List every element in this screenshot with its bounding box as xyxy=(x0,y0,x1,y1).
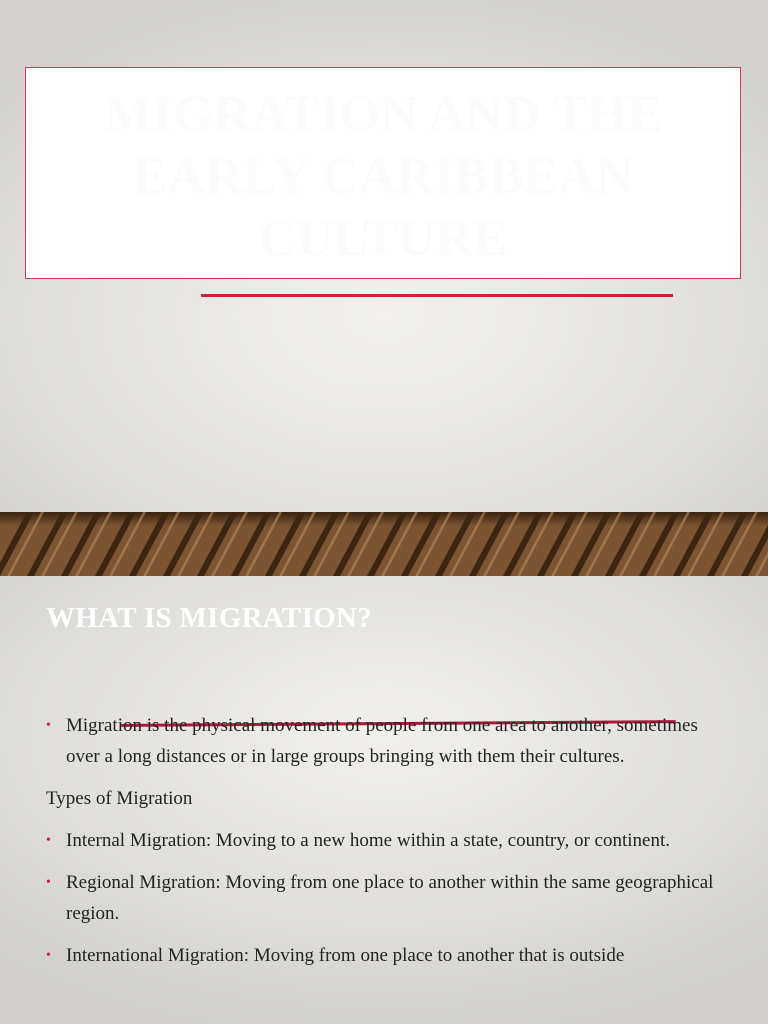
bullet-icon: • xyxy=(46,833,51,848)
bullet-icon: • xyxy=(46,718,51,733)
types-heading: Types of Migration xyxy=(46,788,193,809)
type-text: International Migration: Moving from one place to another that is outside xyxy=(66,945,625,966)
type-text: Internal Migration: Moving to a new home within a state, country, or continent. xyxy=(66,830,670,851)
list-item xyxy=(46,825,736,856)
intro-bullet-text: Migration is the physical movement of people from one area to another, sometimes over a long distances or in large groups bringing with them their cultures. xyxy=(66,715,698,767)
type-text: Regional Migration: Moving from one place to another within the same geographical region. xyxy=(66,872,714,924)
list-item xyxy=(46,940,736,971)
migration-slide xyxy=(0,576,768,1024)
title-box xyxy=(25,67,741,279)
list-item xyxy=(46,710,736,772)
list-item xyxy=(46,867,736,929)
wood-floor-image xyxy=(0,512,768,576)
title-accent-rule xyxy=(201,294,673,297)
slide-body xyxy=(46,710,736,982)
slide-title: MIGRATION AND THE EARLY CARIBBEAN CULTURE xyxy=(103,86,663,267)
slide-heading: WHAT IS MIGRATION? xyxy=(46,602,373,634)
bullet-icon: • xyxy=(46,948,51,963)
bullet-icon: • xyxy=(46,875,51,890)
